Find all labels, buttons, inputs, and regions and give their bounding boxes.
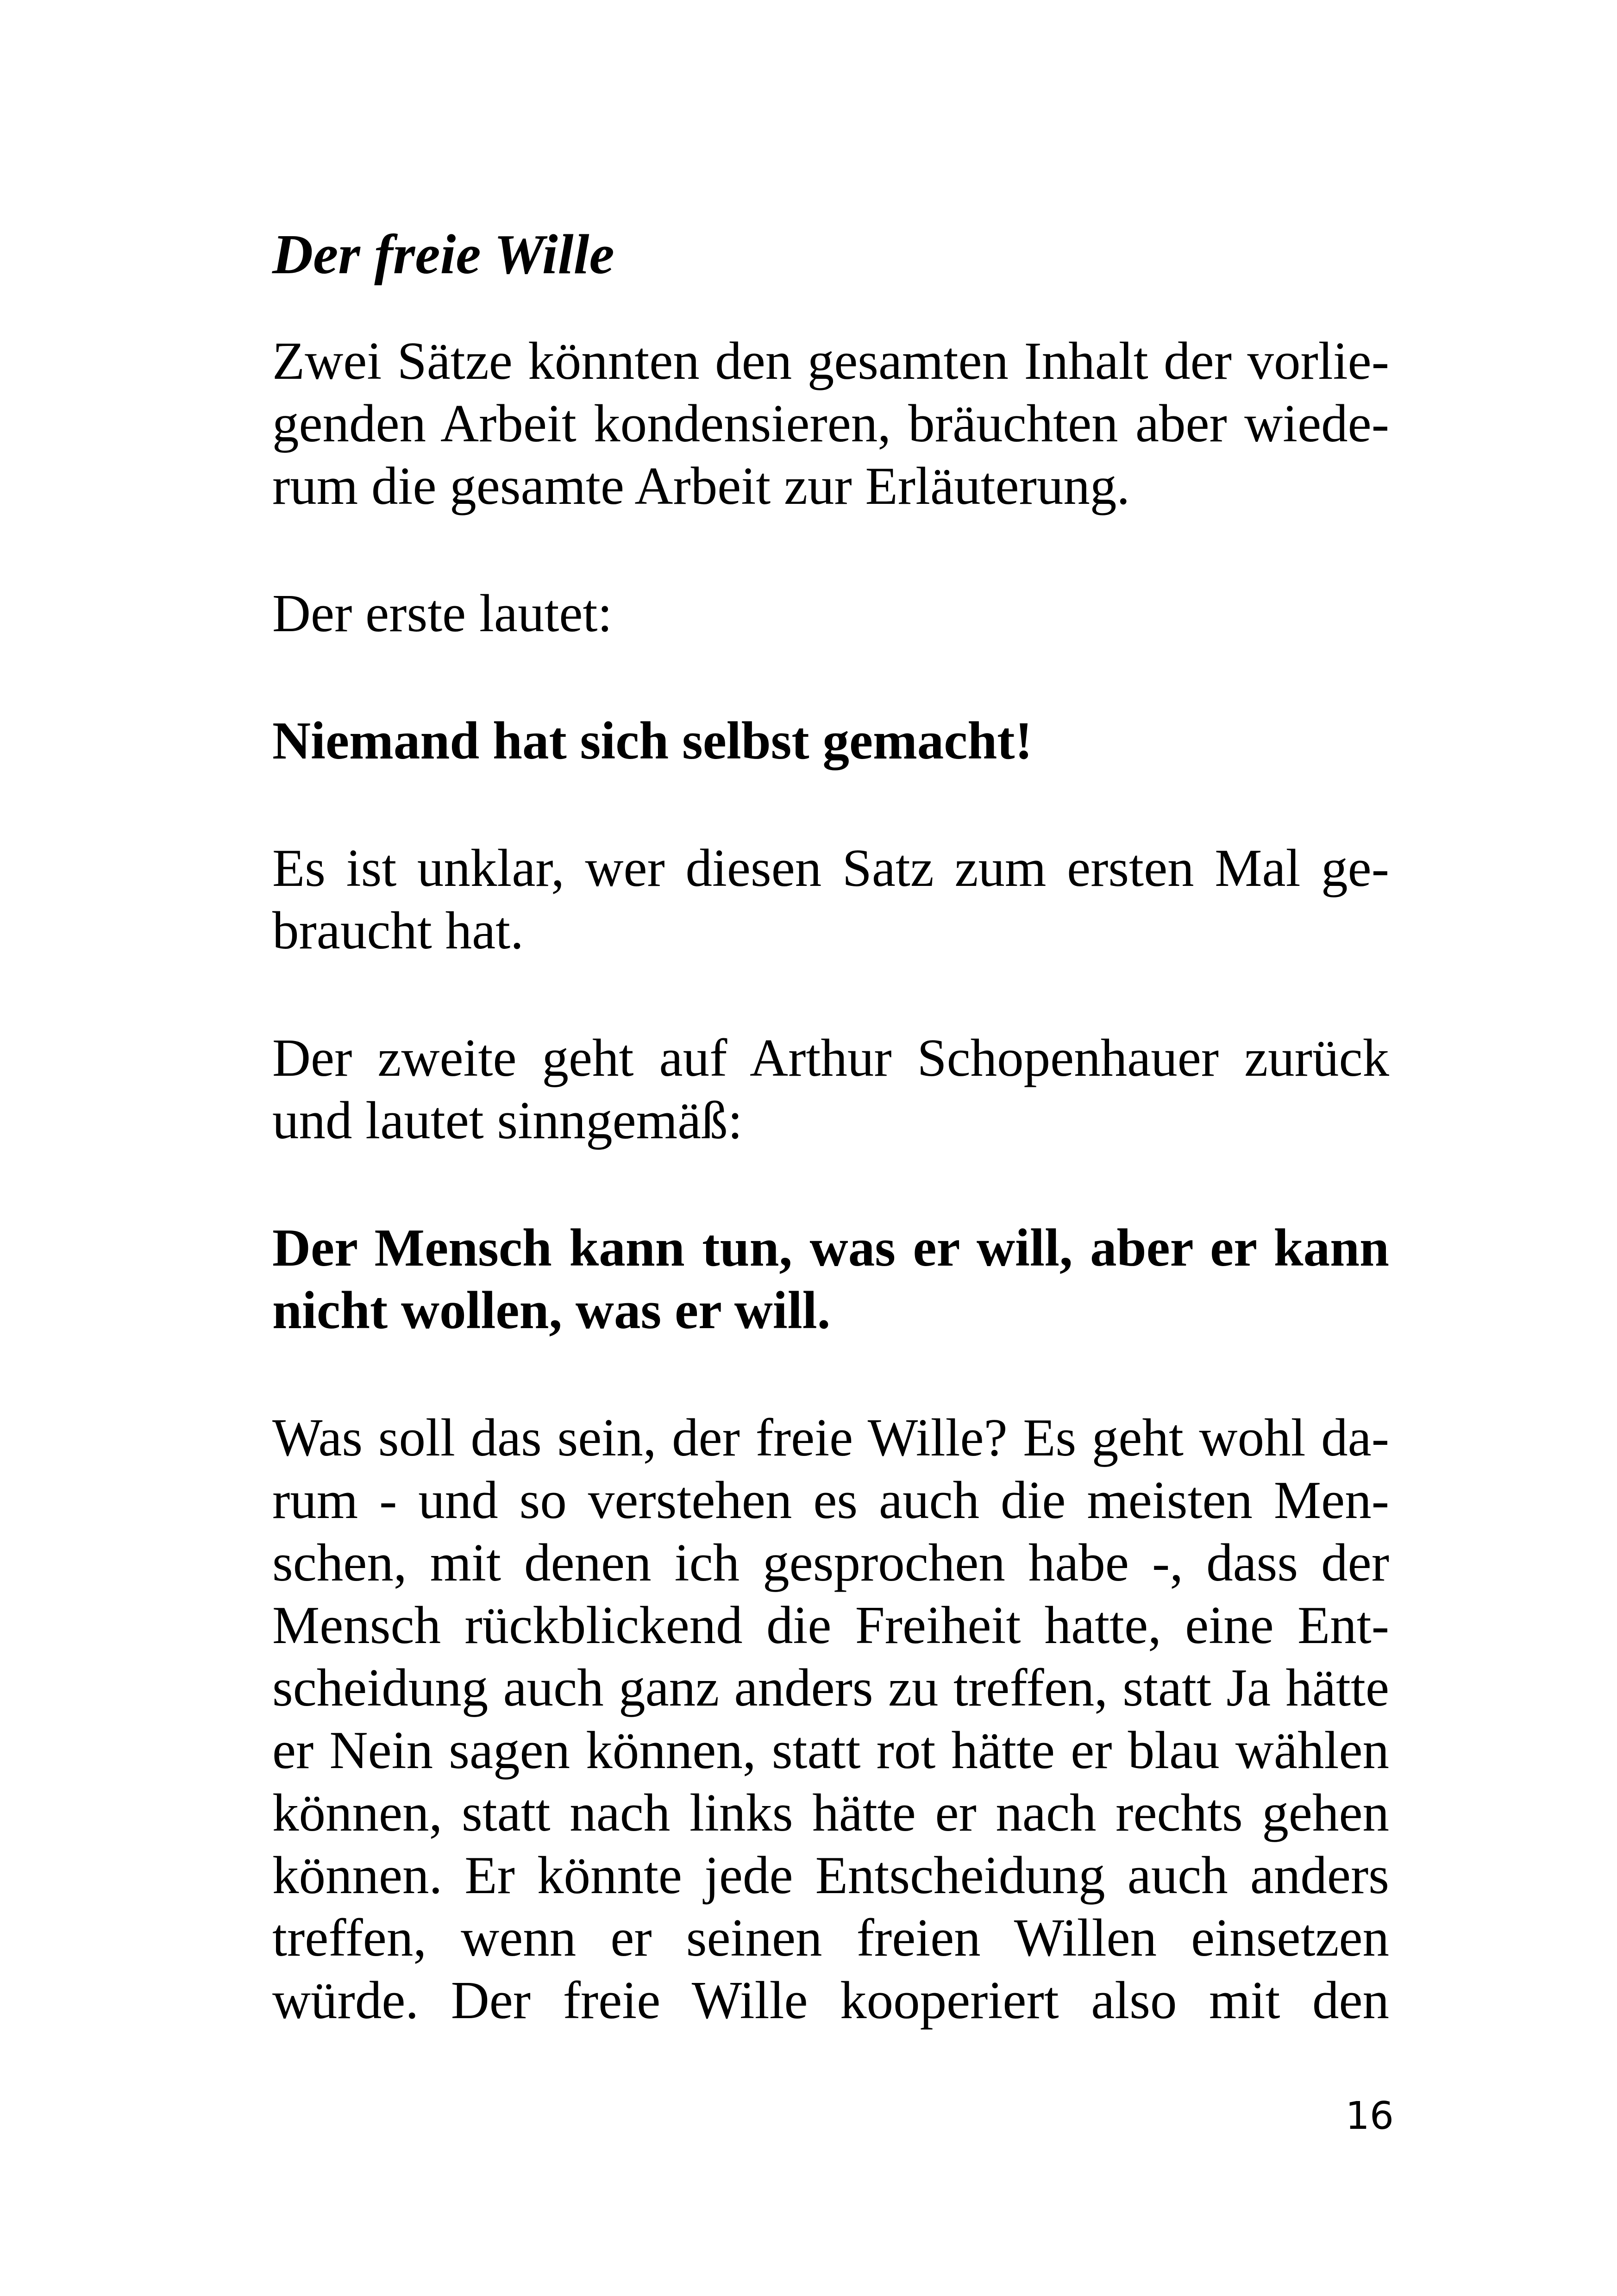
text-column	[272, 218, 1389, 2096]
text-line: Niemand hat sich selbst gemacht!	[272, 711, 1033, 770]
text-line: Zwei Sätze könnten den gesamten Inhalt der vorlie-	[272, 332, 1389, 390]
text-line: er Nein sagen können, statt rot hätte er blau wählen	[272, 1721, 1389, 1780]
text-line: Der erste lautet:	[272, 584, 613, 643]
text-line: rum - und so verstehen es auch die meisten Men-	[272, 1471, 1389, 1530]
text-line: rum die gesamte Arbeit zur Erläuterung.	[272, 457, 1130, 515]
text-line: Was soll das sein, der freie Wille? Es geht wohl da-	[272, 1408, 1389, 1467]
quote-second	[272, 1217, 1389, 1342]
text-line: Der zweite geht auf Arthur Schopenhauer zurück	[272, 1029, 1389, 1087]
text-line: würde. Der freie Wille kooperiert also mit den	[272, 1971, 1389, 2030]
text-line: Es ist unklar, wer diesen Satz zum ersten Mal ge-	[272, 839, 1389, 897]
text-line: genden Arbeit kondensieren, bräuchten aber wiede-	[272, 394, 1389, 453]
quote-first	[272, 709, 1389, 772]
paragraph-intro	[272, 330, 1389, 517]
text-line: können. Er könnte jede Entscheidung auch anders	[272, 1846, 1389, 1905]
text-line: Mensch rückblickend die Freiheit hatte, eine Ent-	[272, 1596, 1389, 1655]
text-line: schen, mit denen ich gesprochen habe -, dass der	[272, 1533, 1389, 1592]
paragraph-first-label	[272, 582, 1389, 645]
text-line: treffen, wenn er seinen freien Willen einsetzen	[272, 1908, 1389, 1967]
page-number: 16	[1345, 2094, 1394, 2138]
text-line: können, statt nach links hätte er nach rechts gehen	[272, 1783, 1389, 1842]
paragraph-second-label	[272, 1027, 1389, 1152]
paragraph-origin	[272, 837, 1389, 962]
text-line: braucht hat.	[272, 901, 524, 960]
paragraph-body	[272, 1406, 1389, 2032]
chapter-title: Der freie Wille	[272, 223, 614, 286]
text-line: scheidung auch ganz anders zu treffen, statt Ja hätte	[272, 1658, 1389, 1717]
text-line: Der Mensch kann tun, was er will, aber er kann	[272, 1218, 1389, 1277]
text-line: nicht wollen, was er will.	[272, 1281, 831, 1340]
text-line: und lautet sinngemäß:	[272, 1091, 743, 1150]
